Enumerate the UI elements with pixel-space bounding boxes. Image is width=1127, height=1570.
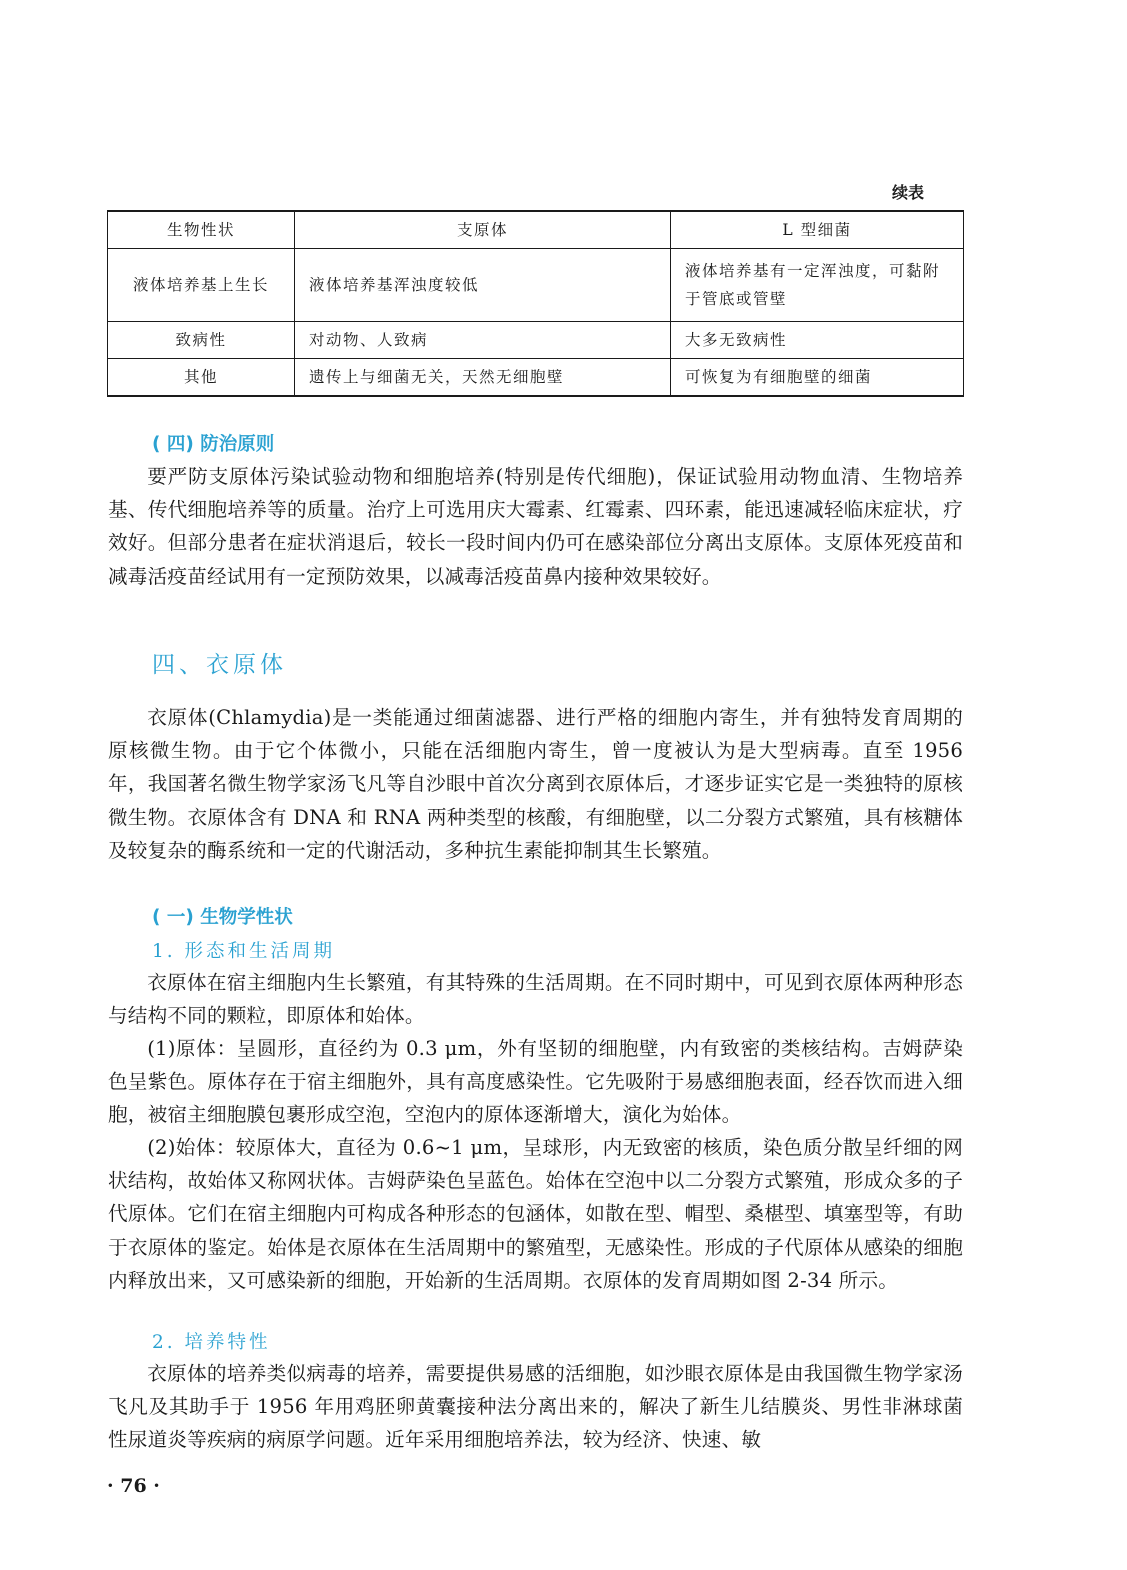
morphology-paragraph: 衣原体在宿主细胞内生长繁殖，有其特殊的生活周期。在不同时期中，可见到衣原体两种形态与结构不同的颗粒，即原体和始体。 [108,971,963,1028]
comparison-table [107,210,964,397]
table-cell: 其他 [108,359,295,397]
table-cell: 致病性 [108,322,295,359]
elementary-body-paragraph: (1)原体：呈圆形，直径约为 0.3 μm，外有坚韧的细胞壁，内有致密的类核结构。吉姆萨染色呈紫色。原体存在于宿主细胞外，具有高度感染性。它先吸附于易感细胞表面，经吞饮而进入细胞，被宿主细胞膜包裹形成空泡，空泡内的原体逐渐增大，演化为始体。 [108,1037,963,1127]
table-cell: 液体培养基上生长 [108,249,295,322]
table-row [108,359,964,397]
bio-properties-heading: ( 一) 生物学性状 [152,907,293,928]
table-cell: 对动物、人致病 [295,322,671,359]
page-number: · 76 · [107,1475,160,1497]
morphology-heading: 1. 形态和生活周期 [152,941,336,962]
prevention-heading: ( 四) 防治原则 [152,434,275,455]
table-cell: 遗传上与细菌无关，天然无细胞壁 [295,359,671,397]
table-row [108,322,964,359]
table-row [108,249,964,322]
table-cell: 液体培养基浑浊度较低 [295,249,671,322]
table-cell: 大多无致病性 [671,322,964,359]
table-header-row [108,211,964,249]
culture-heading: 2. 培养特性 [152,1332,271,1353]
chlamydia-section-heading: 四、衣原体 [152,652,287,678]
culture-paragraph: 衣原体的培养类似病毒的培养，需要提供易感的活细胞，如沙眼衣原体是由我国微生物学家汤飞凡及其助手于 1956 年用鸡胚卵黄囊接种法分离出来的，解决了新生儿结膜炎、男性非淋球菌性尿道炎等疾病的病原学问题。近年采用细胞培养法，较为经济、快速、敏 [108,1362,963,1452]
chlamydia-intro-paragraph: 衣原体(Chlamydia)是一类能通过细菌滤器、进行严格的细胞内寄生，并有独特发育周期的原核微生物。由于它个体微小，只能在活细胞内寄生，曾一度被认为是大型病毒。直至 1956 年，我国著名微生物学家汤飞凡等自沙眼中首次分离到衣原体后，才逐步证实它是一类独特的原核微生物。衣原体含有 DNA 和 RNA 两种类型的核酸，有细胞壁，以二分裂方式繁殖，具有核糖体及较复杂的酶系统和一定的代谢活动，多种抗生素能抑制其生长繁殖。 [108,706,963,862]
table-cell: 可恢复为有细胞壁的细菌 [671,359,964,397]
table-cell: 液体培养基有一定浑浊度，可黏附于管底或管壁 [671,249,964,322]
reticulate-body-paragraph: (2)始体：较原体大，直径为 0.6~1 μm，呈球形，内无致密的核质，染色质分散呈纤细的网状结构，故始体又称网状体。吉姆萨染色呈蓝色。始体在空泡中以二分裂方式繁殖，形成众多的子代原体。它们在宿主细胞内可构成各种形态的包涵体，如散在型、帽型、桑椹型、填塞型等，有助于衣原体的鉴定。始体是衣原体在生活周期中的繁殖型，无感染性。形成的子代原体从感染的细胞内释放出来，又可感染新的细胞，开始新的生活周期。衣原体的发育周期如图 2-34 所示。 [108,1136,963,1292]
table-continued-label: 续表 [891,183,924,202]
table-header-cell: 生物性状 [108,211,295,249]
prevention-paragraph: 要严防支原体污染试验动物和细胞培养(特别是传代细胞)，保证试验用动物血清、生物培养基、传代细胞培养等的质量。治疗上可选用庆大霉素、红霉素、四环素，能迅速减轻临床症状，疗效好。但部分患者在症状消退后，较长一段时间内仍可在感染部位分离出支原体。支原体死疫苗和减毒活疫苗经试用有一定预防效果，以减毒活疫苗鼻内接种效果较好。 [108,465,963,588]
table-header-cell: 支原体 [295,211,671,249]
table-header-cell: L 型细菌 [671,211,964,249]
